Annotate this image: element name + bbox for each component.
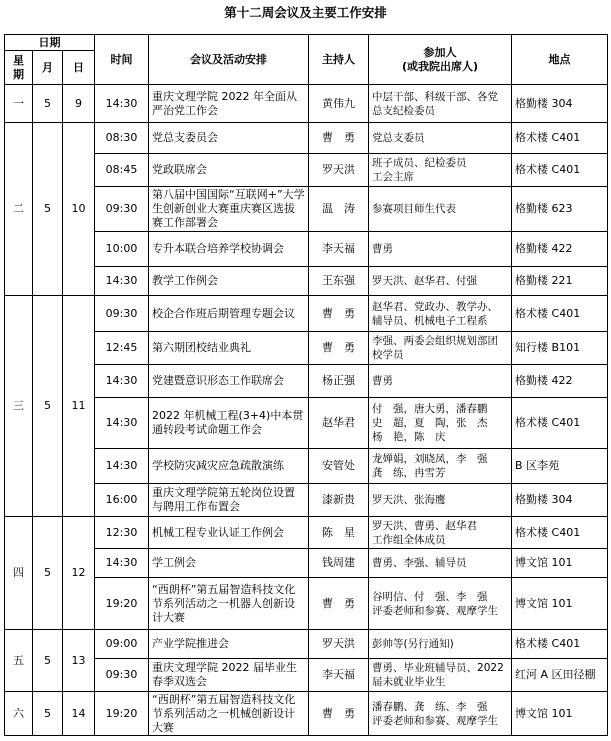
attendees-cell: 龙婵娟，刘晓凤，李 强 龚 练，冉雪芳 — [369, 449, 512, 484]
attendees-cell: 曹勇、李强、辅导员 — [369, 549, 512, 578]
event-cell: 教学工作例会 — [149, 267, 309, 296]
attendees-cell: 付 强，唐大勇，潘春鹏 史 超，夏 陶，张 杰 杨 艳，陈 庆 — [369, 398, 512, 449]
location-cell: 博文馆 101 — [512, 578, 608, 630]
location-cell: 格术楼 C401 — [512, 630, 608, 659]
event-cell: 2022 年机械工程(3+4)中本贯通转段考试命题工作会 — [149, 398, 309, 449]
weekday-cell: 二 — [5, 123, 33, 296]
event-cell: 党建暨意识形态工作联席会 — [149, 365, 309, 398]
location-cell: 格勤楼 221 — [512, 267, 608, 296]
day-cell: 13 — [63, 630, 95, 692]
schedule-row — [5, 659, 608, 692]
time-cell: 14:30 — [95, 365, 149, 398]
event-cell: 重庆文理学院 2022 年全面从严治党工作会 — [149, 85, 309, 123]
weekday-cell: 三 — [5, 296, 33, 517]
day-cell: 11 — [63, 296, 95, 517]
host-cell: 李天福 — [309, 232, 369, 267]
location-cell: 格术楼 C401 — [512, 123, 608, 154]
attendees-cell: 潘春鹏、龚 练、李 强 评委老师和参赛、观摩学生 — [369, 692, 512, 736]
time-cell: 08:30 — [95, 123, 149, 154]
location-cell: 格术楼 C401 — [512, 154, 608, 187]
host-cell: 漆新贵 — [309, 484, 369, 517]
attendees-cell: 李强、两委会组织规划部团校学员 — [369, 332, 512, 365]
event-cell: 重庆文理学院第五轮岗位设置与聘用工作布置会 — [149, 484, 309, 517]
schedule-row — [5, 517, 608, 549]
time-cell: 12:30 — [95, 517, 149, 549]
event-cell: “西朗杯”第五届智造科技文化节系列活动之一机器人创新设计大赛 — [149, 578, 309, 630]
schedule-row — [5, 578, 608, 630]
location-cell: 博文馆 101 — [512, 549, 608, 578]
host-cell: 曹 勇 — [309, 578, 369, 630]
weekday-cell: 一 — [5, 85, 33, 123]
schedule-row — [5, 232, 608, 267]
host-cell: 杨正强 — [309, 365, 369, 398]
location-cell: B 区李苑 — [512, 449, 608, 484]
host-cell: 钱周建 — [309, 549, 369, 578]
time-cell: 14:30 — [95, 449, 149, 484]
event-cell: 学工例会 — [149, 549, 309, 578]
location-cell: 格术楼 C401 — [512, 296, 608, 332]
location-cell: 格勤楼 304 — [512, 85, 608, 123]
schedule-row — [5, 692, 608, 736]
attendees-cell: 曹勇 — [369, 365, 512, 398]
day-cell: 14 — [63, 692, 95, 736]
host-cell: 曹 勇 — [309, 332, 369, 365]
time-cell: 16:00 — [95, 484, 149, 517]
event-cell: 党总支委员会 — [149, 123, 309, 154]
attendees-cell: 曹勇 — [369, 232, 512, 267]
month-cell: 5 — [33, 692, 63, 736]
attendees-cell: 党总支委员 — [369, 123, 512, 154]
attendees-cell: 赵华君、党政办、教学办、辅导员、机械电子工程系 — [369, 296, 512, 332]
month-cell: 5 — [33, 85, 63, 123]
day-cell: 9 — [63, 85, 95, 123]
day-cell: 12 — [63, 517, 95, 630]
time-cell: 19:20 — [95, 578, 149, 630]
host-cell: 曹 勇 — [309, 296, 369, 332]
page-title: 第十二周会议及主要工作安排 — [224, 5, 387, 20]
schedule-row — [5, 365, 608, 398]
location-cell: 格术楼 C401 — [512, 398, 608, 449]
header-host: 主持人 — [309, 35, 369, 85]
time-cell: 09:30 — [95, 659, 149, 692]
time-cell: 14:30 — [95, 267, 149, 296]
header-date: 日期 — [5, 35, 95, 51]
host-cell: 曹 勇 — [309, 123, 369, 154]
host-cell: 陈 星 — [309, 517, 369, 549]
location-cell: 格术楼 C401 — [512, 517, 608, 549]
schedule-row — [5, 630, 608, 659]
event-cell: 第八届中国国际“互联网+”大学生创新创业大赛重庆赛区选拔赛工作部署会 — [149, 187, 309, 232]
event-cell: 重庆文理学院 2022 届毕业生春季双选会 — [149, 659, 309, 692]
event-cell: 党政联席会 — [149, 154, 309, 187]
event-cell: 学校防灾减灾应急疏散演练 — [149, 449, 309, 484]
host-cell: 李天福 — [309, 659, 369, 692]
schedule-body — [5, 85, 608, 736]
location-cell: 格勤楼 623 — [512, 187, 608, 232]
month-cell: 5 — [33, 630, 63, 692]
schedule-row — [5, 549, 608, 578]
location-cell: 格勤楼 422 — [512, 232, 608, 267]
attendees-cell: 罗天洪、张海鹰 — [369, 484, 512, 517]
attendees-cell: 彭帅等(另行通知) — [369, 630, 512, 659]
schedule-row — [5, 449, 608, 484]
location-cell: 红河 A 区田径棚 — [512, 659, 608, 692]
weekday-cell: 六 — [5, 692, 33, 736]
month-cell: 5 — [33, 123, 63, 296]
time-cell: 12:45 — [95, 332, 149, 365]
schedule-row — [5, 332, 608, 365]
event-cell: 产业学院推进会 — [149, 630, 309, 659]
host-cell: 赵华君 — [309, 398, 369, 449]
header-time: 时间 — [95, 35, 149, 85]
header-event: 会议及活动安排 — [149, 35, 309, 85]
host-cell: 王东强 — [309, 267, 369, 296]
schedule-row — [5, 398, 608, 449]
event-cell: 机械工程专业认证工作例会 — [149, 517, 309, 549]
month-cell: 5 — [33, 517, 63, 630]
weekday-cell: 五 — [5, 630, 33, 692]
attendees-cell: 中层干部、科级干部、各党总支纪检委员 — [369, 85, 512, 123]
time-cell: 09:30 — [95, 187, 149, 232]
time-cell: 14:30 — [95, 85, 149, 123]
attendees-cell: 罗天洪、曹勇、赵华君 工作组全体成员 — [369, 517, 512, 549]
host-cell: 罗天洪 — [309, 630, 369, 659]
host-cell: 黄伟九 — [309, 85, 369, 123]
attendees-cell: 曹勇、毕业班辅导员、2022 届未就业毕业生 — [369, 659, 512, 692]
time-cell: 14:30 — [95, 398, 149, 449]
weekday-cell: 四 — [5, 517, 33, 630]
schedule-row — [5, 123, 608, 154]
host-cell: 曹 勇 — [309, 692, 369, 736]
time-cell: 09:30 — [95, 296, 149, 332]
day-cell: 10 — [63, 123, 95, 296]
header-location: 地点 — [512, 35, 608, 85]
attendees-cell: 参赛项目师生代表 — [369, 187, 512, 232]
host-cell: 温 涛 — [309, 187, 369, 232]
schedule-row — [5, 187, 608, 232]
attendees-cell: 班子成员、纪检委员 工会主席 — [369, 154, 512, 187]
time-cell: 08:45 — [95, 154, 149, 187]
event-cell: 第六期团校结业典礼 — [149, 332, 309, 365]
attendees-cell: 罗天洪、赵华君、付强 — [369, 267, 512, 296]
header-day: 日 — [63, 51, 95, 85]
host-cell: 罗天洪 — [309, 154, 369, 187]
event-cell: 校企合作班后期管理专题会议 — [149, 296, 309, 332]
location-cell: 博文馆 101 — [512, 692, 608, 736]
location-cell: 知行楼 B101 — [512, 332, 608, 365]
event-cell: 专升本联合培养学校协调会 — [149, 232, 309, 267]
header-month: 月 — [33, 51, 63, 85]
schedule-row — [5, 296, 608, 332]
time-cell: 09:00 — [95, 630, 149, 659]
schedule-row — [5, 267, 608, 296]
header-weekday: 星期 — [5, 51, 33, 85]
host-cell: 安管处 — [309, 449, 369, 484]
event-cell: “西朗杯”第五届智造科技文化节系列活动之一机械创新设计大赛 — [149, 692, 309, 736]
time-cell: 14:30 — [95, 549, 149, 578]
schedule-table — [4, 34, 608, 736]
time-cell: 10:00 — [95, 232, 149, 267]
location-cell: 格勤楼 304 — [512, 484, 608, 517]
schedule-row — [5, 85, 608, 123]
header-attendees: 参加人 (或我院出席人) — [369, 35, 512, 85]
location-cell: 格勤楼 422 — [512, 365, 608, 398]
time-cell: 19:20 — [95, 692, 149, 736]
schedule-row — [5, 484, 608, 517]
schedule-row — [5, 154, 608, 187]
attendees-cell: 谷明信、付 强、李 强 评委老师和参赛、观摩学生 — [369, 578, 512, 630]
month-cell: 5 — [33, 296, 63, 517]
